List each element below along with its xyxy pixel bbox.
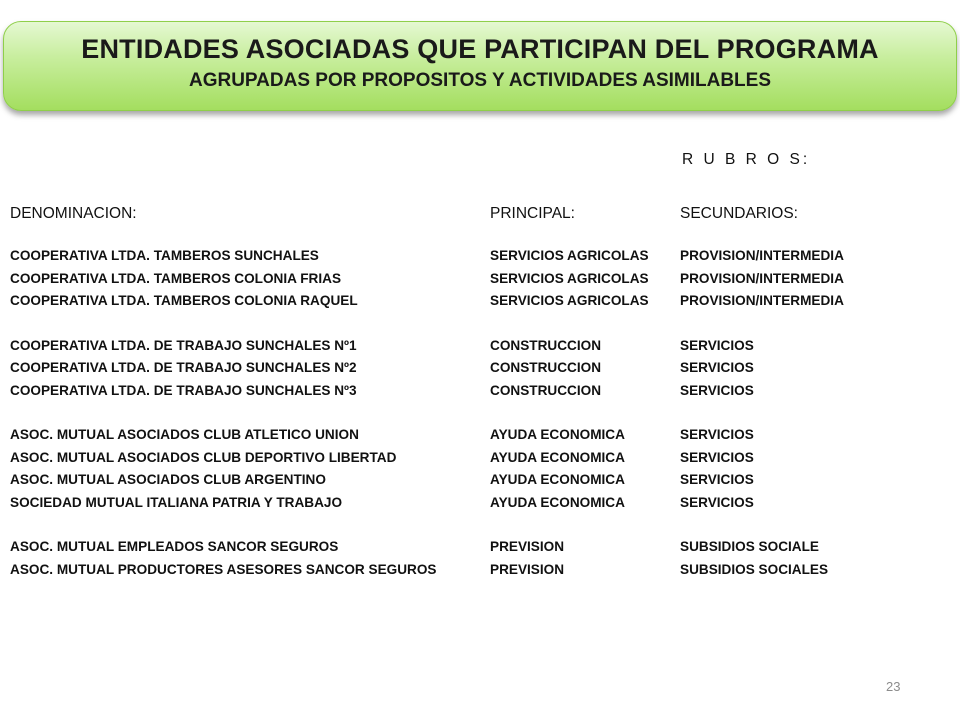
entity-name: SOCIEDAD MUTUAL ITALIANA PATRIA Y TRABAJO [10,494,343,510]
table-row [10,293,910,316]
entity-name: COOPERATIVA LTDA. TAMBEROS COLONIA RAQUEL [10,293,358,308]
entity-principal: PREVISION [490,539,565,554]
entity-name: COOPERATIVA LTDA. TAMBEROS COLONIA FRIAS [10,270,342,286]
table-row [10,271,910,294]
entity-name: ASOC. MUTUAL ASOCIADOS CLUB ATLETICO UNION [10,427,359,442]
entity-name: ASOC. MUTUAL ASOCIADOS CLUB ARGENTINO [10,472,326,487]
entity-principal: AYUDA ECONOMICA [490,427,625,442]
entity-principal: CONSTRUCCION [490,382,602,398]
entity-principal: AYUDA ECONOMICA [490,449,625,465]
entity-principal: CONSTRUCCION [490,337,602,353]
entity-name: COOPERATIVA LTDA. DE TRABAJO SUNCHALES Nº3 [10,382,357,398]
entity-secundario: SERVICIOS [680,427,754,442]
entity-secundario: SERVICIOS [680,360,754,375]
header-denominacion: DENOMINACION: [10,205,137,222]
entity-secundario: SERVICIOS [680,472,754,487]
entity-secundario: SERVICIOS [680,337,754,353]
entity-secundario: SERVICIOS [680,494,754,510]
entity-name: ASOC. MUTUAL PRODUCTORES ASESORES SANCOR SEGUROS [10,561,437,577]
entity-principal: AYUDA ECONOMICA [490,494,625,510]
rubros-label: R U B R O S: [682,151,811,168]
entity-principal: CONSTRUCCION [490,360,602,375]
entity-name: ASOC. MUTUAL EMPLEADOS SANCOR SEGUROS [10,539,339,554]
table-row [10,248,910,271]
table-row [10,360,910,383]
table-row [10,450,910,473]
entity-secundario: PROVISION/INTERMEDIA [680,248,844,263]
entity-principal: PREVISION [490,561,565,577]
entity-principal: SERVICIOS AGRICOLAS [490,293,649,308]
entity-principal: SERVICIOS AGRICOLAS [490,248,649,263]
table-row [10,562,910,585]
table-row [10,495,910,518]
entity-principal: AYUDA ECONOMICA [490,472,625,487]
table-row [10,427,910,450]
entity-secundario: SUBSIDIOS SOCIALE [680,539,819,554]
entity-name: COOPERATIVA LTDA. DE TRABAJO SUNCHALES Nº2 [10,360,357,375]
entity-secundario: SERVICIOS [680,449,754,465]
entities-table [10,248,910,584]
entity-principal: SERVICIOS AGRICOLAS [490,270,649,286]
banner-subtitle: AGRUPADAS POR PROPOSITOS Y ACTIVIDADES ASIMILABLES [188,70,772,91]
table-row [10,383,910,406]
entity-name: COOPERATIVA LTDA. TAMBEROS SUNCHALES [10,248,319,263]
entity-name: ASOC. MUTUAL ASOCIADOS CLUB DEPORTIVO LIBERTAD [10,449,397,465]
table-row [10,472,910,495]
entity-secundario: PROVISION/INTERMEDIA [680,293,844,308]
header-principal: PRINCIPAL: [490,205,575,222]
entity-name: COOPERATIVA LTDA. DE TRABAJO SUNCHALES Nº1 [10,337,357,353]
title-banner [3,21,957,111]
banner-title: ENTIDADES ASOCIADAS QUE PARTICIPAN DEL PROGRAMA [81,34,879,64]
entity-secundario: SUBSIDIOS SOCIALES [680,561,829,577]
table-row [10,539,910,562]
header-secundarios: SECUNDARIOS: [680,205,798,222]
page-number: 23 [886,679,901,694]
entity-secundario: SERVICIOS [680,382,754,398]
table-row [10,338,910,361]
entity-secundario: PROVISION/INTERMEDIA [680,270,844,286]
